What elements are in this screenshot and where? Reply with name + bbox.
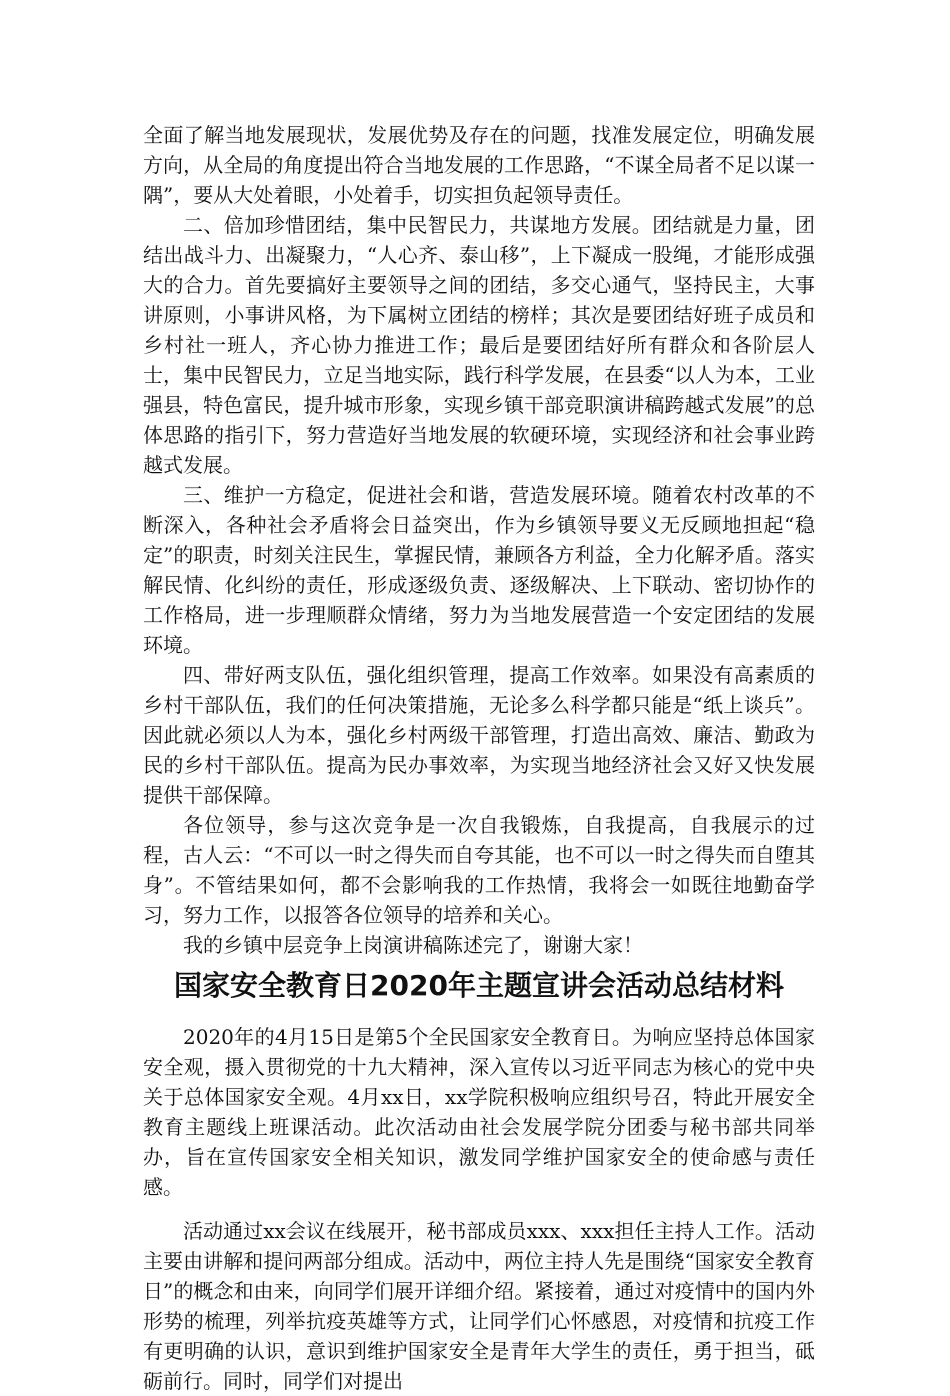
paragraph-thanks: 我的乡镇中层竞争上岗演讲稿陈述完了，谢谢大家！ [183, 933, 643, 957]
paragraph-activity: 活动通过xx会议在线展开，秘书部成员xxx、xxx担任主持人工作。活动主要由讲解和提问两部分组成。活动中，两位主持人先是围绕“国家安全教育日”的概念和由来，向同学们展开详细介绍。紧接着，通过对疫情中的国内外形势的梳理，列举抗疫英雄等方式，让同学们心怀感恩，对疫情和抗疫工作有更明确的认识，意识到维护国家安全是青年大学生的责任，勇于担当，砥砺前行。同时，同学们对提出 [143, 1219, 815, 1393]
paragraph-closing: 各位领导，参与这次竞争是一次自我锻炼，自我提高，自我展示的过程，古人云：“不可以一时之得失而自夸其能，也不可以一时之得失而自堕其身”。不管结果如何，都不会影响我的工作热情，我将会一如既往地勤奋学习，努力工作，以报答各位领导的培养和关心。 [143, 813, 815, 927]
section-title: 国家安全教育日2020年主题宣讲会活动总结材料 [174, 969, 784, 1002]
paragraph-teams: 四、带好两支队伍，强化组织管理，提高工作效率。如果没有高素质的乡村干部队伍，我们的任何决策措施，无论多么科学都只能是“纸上谈兵”。因此就必须以人为本，强化乡村两级干部管理，打造出高效、廉洁、勤政为民的乡村干部队伍。提高为民办事效率，为实现当地经济社会又好又快发展提供干部保障。 [143, 663, 815, 807]
paragraph-stability: 三、维护一方稳定，促进社会和谐，营造发展环境。随着农村改革的不断深入，各种社会矛盾将会日益突出，作为乡镇领导要义无反顾地担起“稳定”的职责，时刻关注民生，掌握民情，兼顾各方利益，全力化解矛盾。落实解民情、化纠纷的责任，形成逐级负责、逐级解决、上下联动、密切协作的工作格局，进一步理顺群众情绪，努力为当地发展营造一个安定团结的发展环境。 [143, 483, 815, 657]
paragraph-unity: 二、倍加珍惜团结，集中民智民力，共谋地方发展。团结就是力量，团结出战斗力、出凝聚力，“人心齐、泰山移”，上下凝成一股绳，才能形成强大的合力。首先要搞好主要领导之间的团结，多交心通气，坚持民主，大事讲原则，小事讲风格，为下属树立团结的榜样；其次是要团结好班子成员和乡村社一班人，齐心协力推进工作；最后是要团结好所有群众和各阶层人士，集中民智民力，立足当地实际，践行科学发展，在县委“以人为本，工业强县，特色富民，提升城市形象，实现乡镇干部竞职演讲稿跨越式发展”的总体思路的指引下，努力营造好当地发展的软硬环境，实现经济和社会事业跨越式发展。 [143, 213, 815, 477]
paragraph-continued: 全面了解当地发展现状，发展优势及存在的问题，找准发展定位，明确发展方向，从全局的角度提出符合当地发展的工作思路，“不谋全局者不足以谋一隅”，要从大处着眼，小处着手，切实担负起领导责任。 [143, 123, 815, 207]
paragraph-intro: 2020年的4月15日是第5个全民国家安全教育日。为响应坚持总体国家安全观，摄入贯彻党的十九大精神，深入宣传以习近平同志为核心的党中央关于总体国家安全观。4月xx日，xx学院积极响应组织号召，特此开展安全教育主题线上班课活动。此次活动由社会发展学院分团委与秘书部共同举办，旨在宣传国家安全相关知识，激发同学维护国家安全的使命感与责任感。 [143, 1025, 815, 1199]
document-page [143, 120, 815, 1396]
